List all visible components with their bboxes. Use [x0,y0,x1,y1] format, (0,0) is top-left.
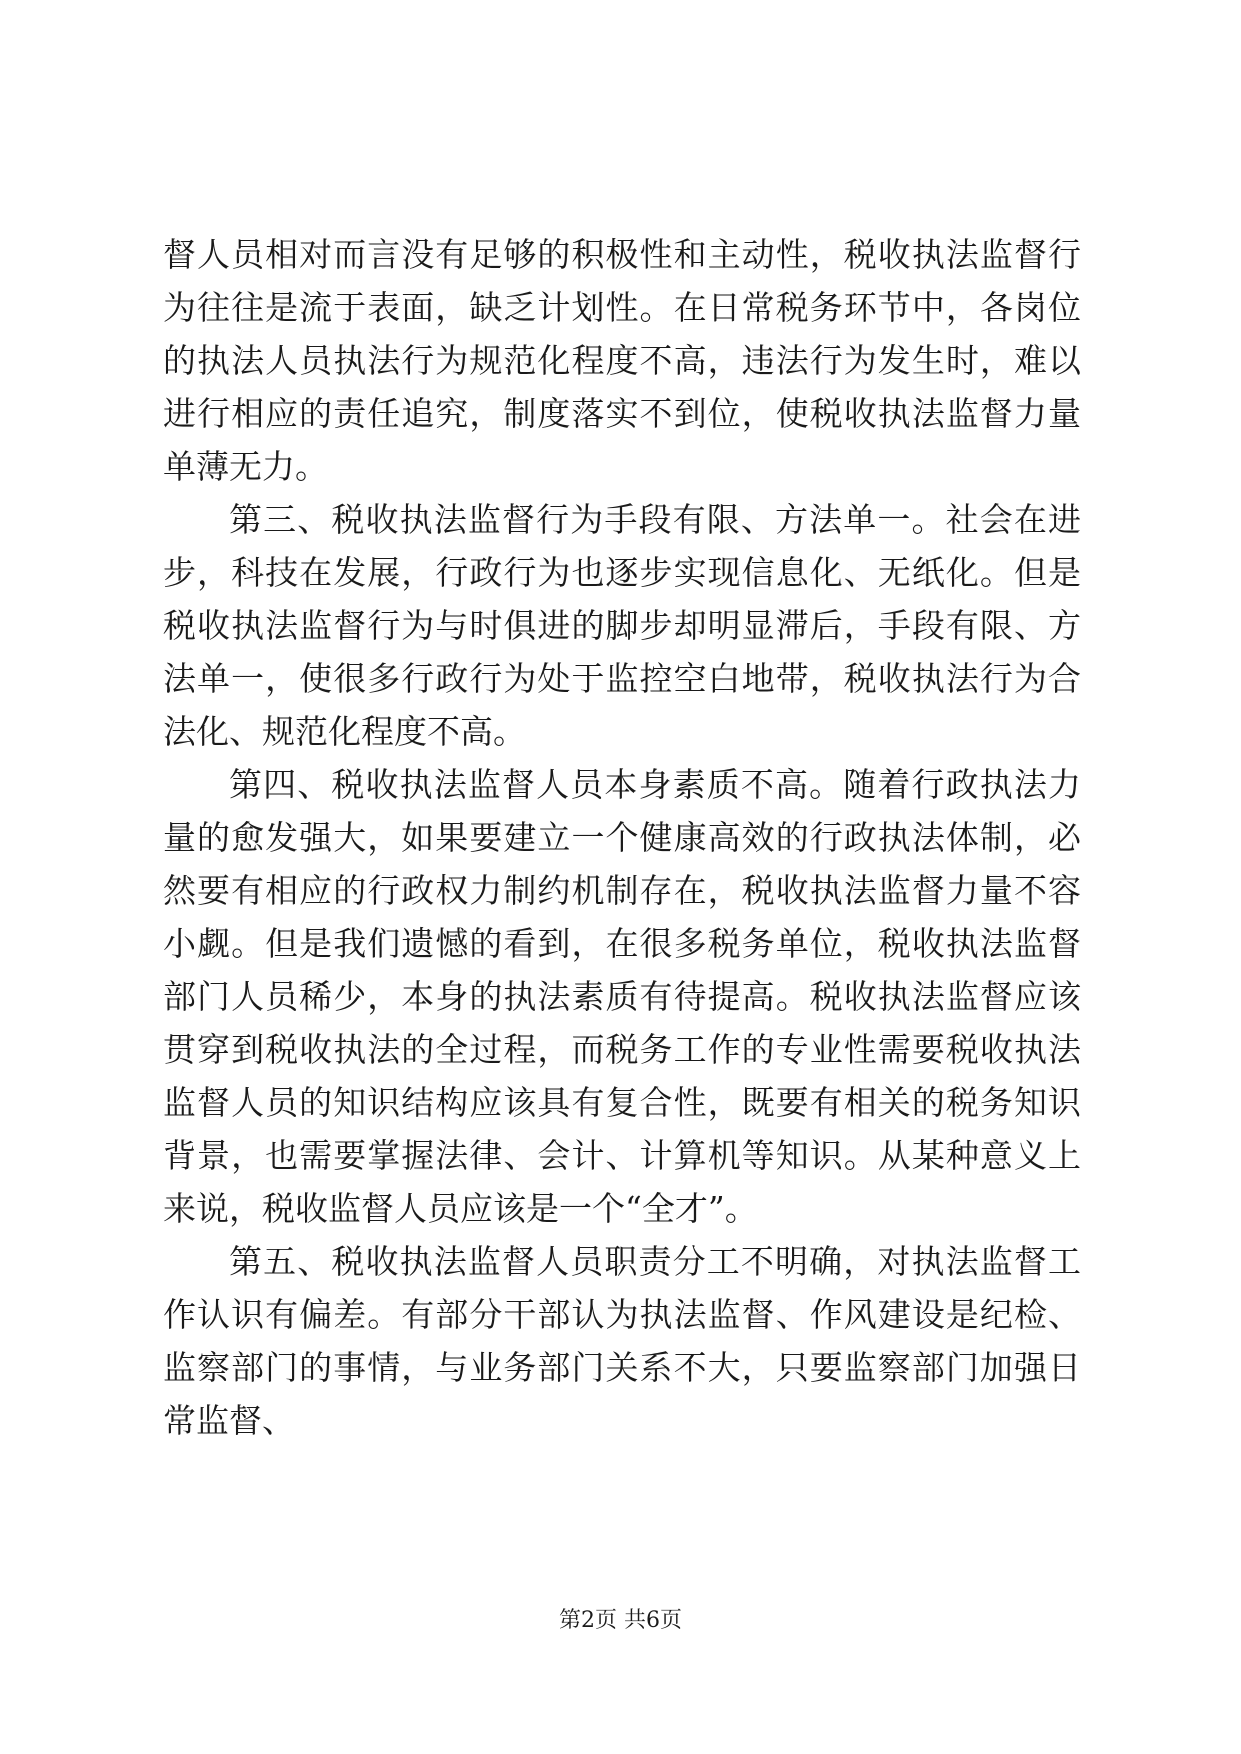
paragraph-continued: 督人员相对而言没有足够的积极性和主动性，税收执法监督行为往往是流于表面，缺乏计划性。在日常税务环节中，各岗位的执法人员执法行为规范化程度不高，违法行为发生时，难以进行相应的责任追究，制度落实不到位，使税收执法监督力量单薄无力。 [163,235,1081,486]
page-number-footer: 第2页 共6页 [559,1608,682,1633]
paragraph-fifth-point: 第五、税收执法监督人员职责分工不明确，对执法监督工作认识有偏差。有部分干部认为执法监督、作风建设是纪检、监察部门的事情，与业务部门关系不大，只要监察部门加强日常监督、 [163,1242,1081,1440]
paragraph-third-point: 第三、税收执法监督行为手段有限、方法单一。社会在进步，科技在发展，行政行为也逐步实现信息化、无纸化。但是税收执法监督行为与时俱进的脚步却明显滞后，手段有限、方法单一，使很多行政行为处于监控空白地带，税收执法行为合法化、规范化程度不高。 [163,500,1081,751]
paragraph-fourth-point: 第四、税收执法监督人员本身素质不高。随着行政执法力量的愈发强大，如果要建立一个健康高效的行政执法体制，必然要有相应的行政权力制约机制存在，税收执法监督力量不容小觑。但是我们遗憾的看到，在很多税务单位，税收执法监督部门人员稀少，本身的执法素质有待提高。税收执法监督应该贯穿到税收执法的全过程，而税务工作的专业性需要税收执法监督人员的知识结构应该具有复合性，既要有相关的税务知识背景，也需要掌握法律、会计、计算机等知识。从某种意义上来说，税收监督人员应该是一个“全才”。 [163,765,1081,1228]
document-body [163,228,1081,1447]
